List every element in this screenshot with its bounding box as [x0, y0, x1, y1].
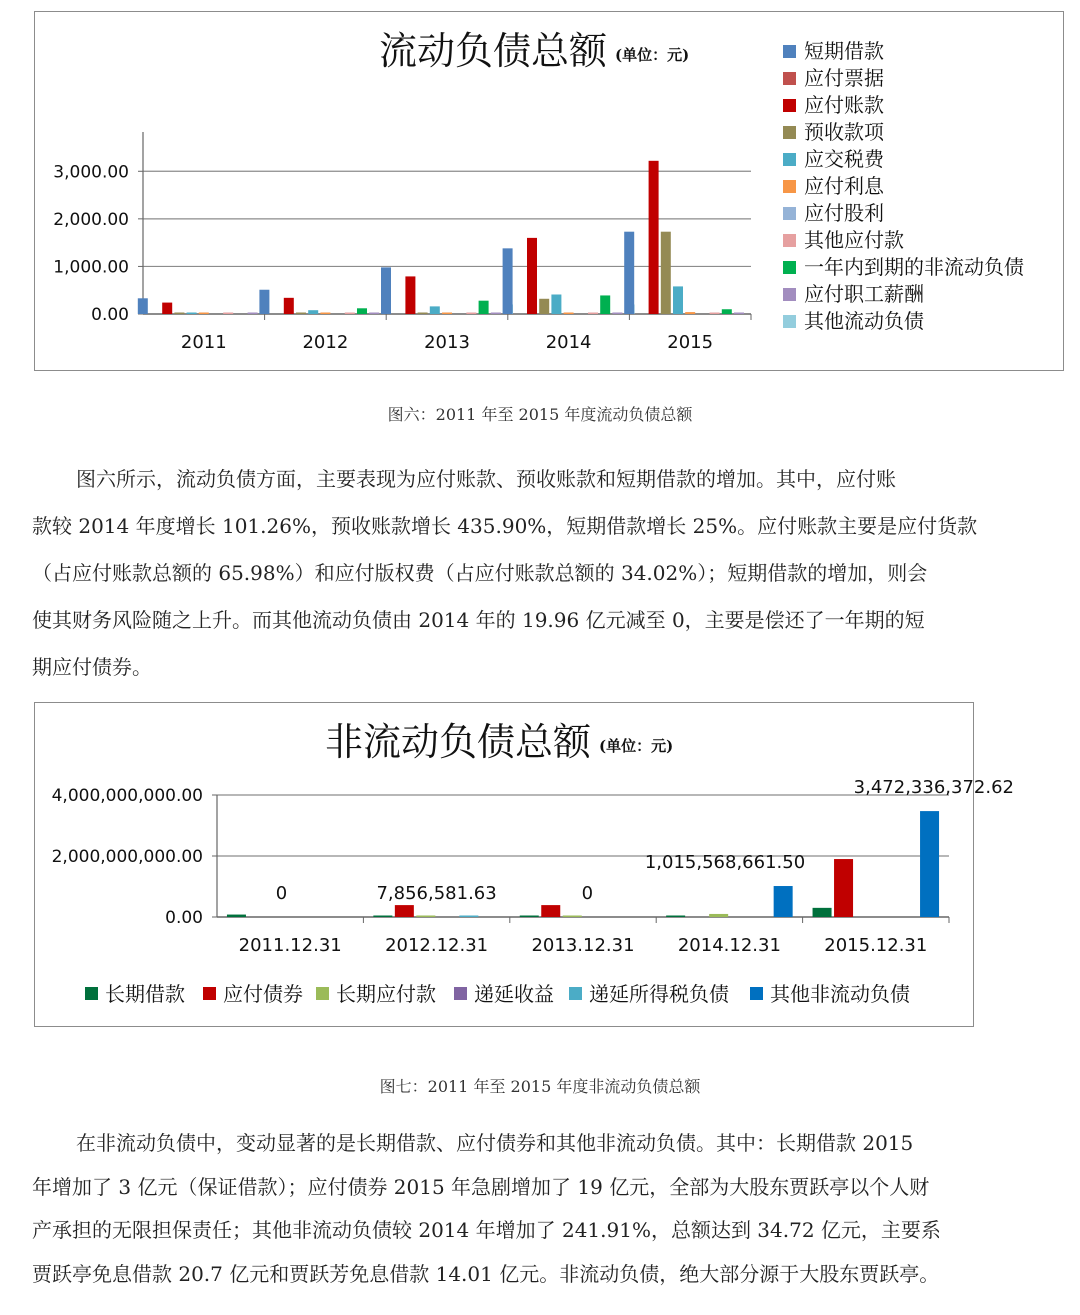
legend-swatch — [783, 261, 796, 274]
legend-label: 应付利息 — [804, 174, 884, 198]
paragraph-line: 款较 2014 年度增长 101.26%，预收账款增长 435.90%，短期借款增长 25%。应付账款主要是应付货款 — [32, 514, 978, 538]
legend-label: 应付股利 — [804, 201, 884, 225]
current-liabilities-chart-svg — [35, 12, 1065, 372]
legend-swatch — [783, 99, 796, 112]
bar-应交税费 — [673, 286, 683, 314]
bar-应交税费 — [551, 294, 561, 314]
paragraph-non-current-liabilities — [32, 1122, 1032, 1296]
x-tick-label: 2012.12.31 — [385, 935, 489, 956]
data-label: 0 — [581, 883, 594, 904]
chart-title: 非流动负债总额 — [324, 720, 591, 764]
bar-其他非流动负债 — [920, 811, 939, 917]
bar-应付账款 — [527, 238, 537, 314]
paragraph-line: 使其财务风险随之上升。而其他流动负债由 2014 年的 19.96 亿元减至 0，主要是偿还了一年期的短 — [32, 608, 925, 632]
bar-长期借款 — [520, 916, 539, 918]
x-tick-label: 2014 — [545, 332, 592, 353]
paragraph-line: （占应付账款总额的 65.98%）和应付版权费（占应付账款总额的 34.02%）；短期借款的增加，则会 — [32, 561, 928, 585]
legend-swatch — [783, 45, 796, 58]
legend-swatch — [203, 987, 216, 1000]
data-label: 1,015,568,661.50 — [644, 852, 806, 873]
legend-swatch — [750, 987, 763, 1000]
figure-7-caption: 图七：2011 年至 2015 年度非流动负债总额 — [379, 1077, 701, 1096]
chart-unit: (单位：元) — [599, 737, 674, 755]
bar-应付职工薪酬 — [734, 313, 744, 315]
bar-长期借款 — [373, 916, 392, 918]
legend-label: 长期借款 — [105, 982, 185, 1006]
y-tick-label: 0.00 — [165, 908, 203, 928]
legend-swatch — [783, 126, 796, 139]
bar-短期借款 — [624, 232, 634, 314]
bar-应付账款 — [405, 276, 415, 314]
legend-label: 应付职工薪酬 — [804, 282, 924, 306]
bar-预收款项 — [418, 313, 428, 315]
data-label: 7,856,581.63 — [376, 883, 497, 904]
legend-swatch — [783, 153, 796, 166]
chart-unit: (单位：元) — [615, 46, 690, 64]
y-tick-label: 2,000.00 — [53, 209, 129, 230]
bar-其他应付款 — [710, 313, 720, 315]
bar-预收款项 — [539, 299, 549, 314]
legend-swatch — [783, 72, 796, 85]
bar-应付债券 — [395, 905, 414, 917]
bar-一年内到期的非流动负债 — [357, 308, 367, 314]
legend-label: 递延收益 — [474, 982, 554, 1006]
x-tick-label: 2014.12.31 — [677, 935, 781, 956]
legend-swatch — [85, 987, 98, 1000]
data-label: 3,472,336,372.62 — [853, 777, 1014, 798]
bar-预收款项 — [296, 313, 306, 315]
paragraph-current-liabilities — [32, 456, 1032, 691]
chart-title: 流动负债总额 — [378, 29, 607, 73]
bar-应付职工薪酬 — [612, 313, 622, 315]
legend-swatch — [783, 180, 796, 193]
legend-label: 递延所得税负债 — [589, 982, 729, 1006]
bar-应付账款 — [649, 161, 659, 314]
bar-递延所得税负债 — [459, 916, 478, 918]
legend-swatch — [454, 987, 467, 1000]
legend-label: 应付账款 — [804, 93, 884, 117]
y-tick-label: 4,000,000,000.00 — [51, 786, 203, 806]
bar-长期应付款 — [709, 914, 728, 917]
x-tick-label: 2015.12.31 — [824, 935, 928, 956]
figure-6-caption: 图六：2011 年至 2015 年度流动负债总额 — [387, 405, 693, 424]
bar-预收款项 — [661, 232, 671, 314]
bar-短期借款 — [259, 290, 269, 314]
bar-长期应付款 — [416, 916, 435, 918]
bar-短期借款 — [503, 248, 513, 314]
y-tick-label: 1,000.00 — [53, 257, 129, 278]
bar-长期借款 — [227, 915, 246, 917]
x-tick-label: 2012 — [302, 332, 349, 353]
bar-其他应付款 — [223, 313, 233, 315]
legend-label: 预收款项 — [804, 120, 884, 144]
y-tick-label: 2,000,000,000.00 — [51, 847, 203, 867]
bar-应付职工薪酬 — [491, 313, 501, 315]
bar-长期借款 — [666, 916, 685, 918]
bar-一年内到期的非流动负债 — [479, 301, 489, 314]
legend-label: 一年内到期的非流动负债 — [804, 255, 1024, 279]
x-tick-label: 2013.12.31 — [531, 935, 635, 956]
legend-swatch — [783, 234, 796, 247]
bar-应付债券 — [834, 859, 853, 917]
legend-label: 长期应付款 — [336, 982, 436, 1006]
legend-swatch — [569, 987, 582, 1000]
bar-应付利息 — [442, 313, 452, 315]
bar-其他应付款 — [345, 313, 355, 315]
bar-应付职工薪酬 — [248, 313, 258, 315]
bar-应付债券 — [541, 905, 560, 917]
data-label: 0 — [275, 883, 288, 904]
bar-应付利息 — [320, 313, 330, 315]
x-tick-label: 2013 — [424, 332, 470, 353]
legend-swatch — [783, 207, 796, 220]
paragraph-line: 产承担的无限担保责任；其他非流动负债较 2014 年增加了 241.91%，总额达到 34.72 亿元，主要系 — [32, 1218, 941, 1242]
legend-swatch — [783, 315, 796, 328]
bar-应付利息 — [199, 313, 209, 315]
paragraph-line: 贾跃亭免息借款 20.7 亿元和贾跃芳免息借款 14.01 亿元。非流动负债，绝大部分源于大股东贾跃亭。 — [32, 1261, 940, 1286]
non-current-liabilities-chart-svg — [35, 703, 1014, 1028]
bar-其他应付款 — [466, 313, 476, 315]
bar-一年内到期的非流动负债 — [600, 295, 610, 314]
legend-label: 应付债券 — [223, 982, 303, 1006]
legend-swatch — [316, 987, 329, 1000]
bar-应交税费 — [430, 306, 440, 314]
legend-label: 其他流动负债 — [804, 309, 924, 333]
legend-label: 应付票据 — [804, 66, 884, 90]
current-liabilities-chart — [34, 11, 1064, 371]
bar-预收款项 — [174, 313, 184, 315]
legend-label: 其他非流动负债 — [770, 982, 910, 1006]
bar-其他非流动负债 — [774, 886, 793, 917]
legend-label: 其他应付款 — [804, 228, 904, 252]
x-tick-label: 2015 — [667, 332, 714, 353]
bar-应交税费 — [308, 310, 318, 314]
bar-应付职工薪酬 — [369, 313, 379, 315]
bar-其他应付款 — [588, 313, 598, 315]
legend-label: 短期借款 — [804, 39, 884, 63]
bar-短期借款 — [138, 298, 148, 314]
bar-应交税费 — [187, 313, 197, 315]
bar-短期借款 — [381, 267, 391, 314]
bar-长期应付款 — [563, 916, 582, 918]
legend-swatch — [783, 288, 796, 301]
bar-长期借款 — [813, 908, 832, 917]
bar-一年内到期的非流动负债 — [722, 309, 732, 314]
x-tick-label: 2011.12.31 — [238, 935, 342, 956]
y-tick-label: 0.00 — [91, 305, 129, 325]
paragraph-line: 年增加了 3 亿元（保证借款）；应付债券 2015 年急剧增加了 19 亿元，全部为大股东贾跃亭以个人财 — [32, 1174, 930, 1199]
paragraph-line: 在非流动负债中，变动显著的是长期借款、应付债券和其他非流动负债。其中：长期借款 2015 — [76, 1131, 914, 1155]
bar-应付利息 — [685, 312, 695, 314]
non-current-liabilities-chart — [34, 702, 1014, 1027]
paragraph-line: 期应付债券。 — [32, 655, 152, 679]
bar-应付账款 — [162, 303, 172, 314]
bar-应付账款 — [284, 298, 294, 314]
x-tick-label: 2011 — [180, 332, 227, 353]
legend-label: 应交税费 — [804, 147, 884, 171]
bar-应付利息 — [564, 313, 574, 315]
paragraph-line: 图六所示，流动负债方面，主要表现为应付账款、预收账款和短期借款的增加。其中，应付账 — [76, 467, 896, 491]
y-tick-label: 3,000.00 — [53, 162, 129, 183]
